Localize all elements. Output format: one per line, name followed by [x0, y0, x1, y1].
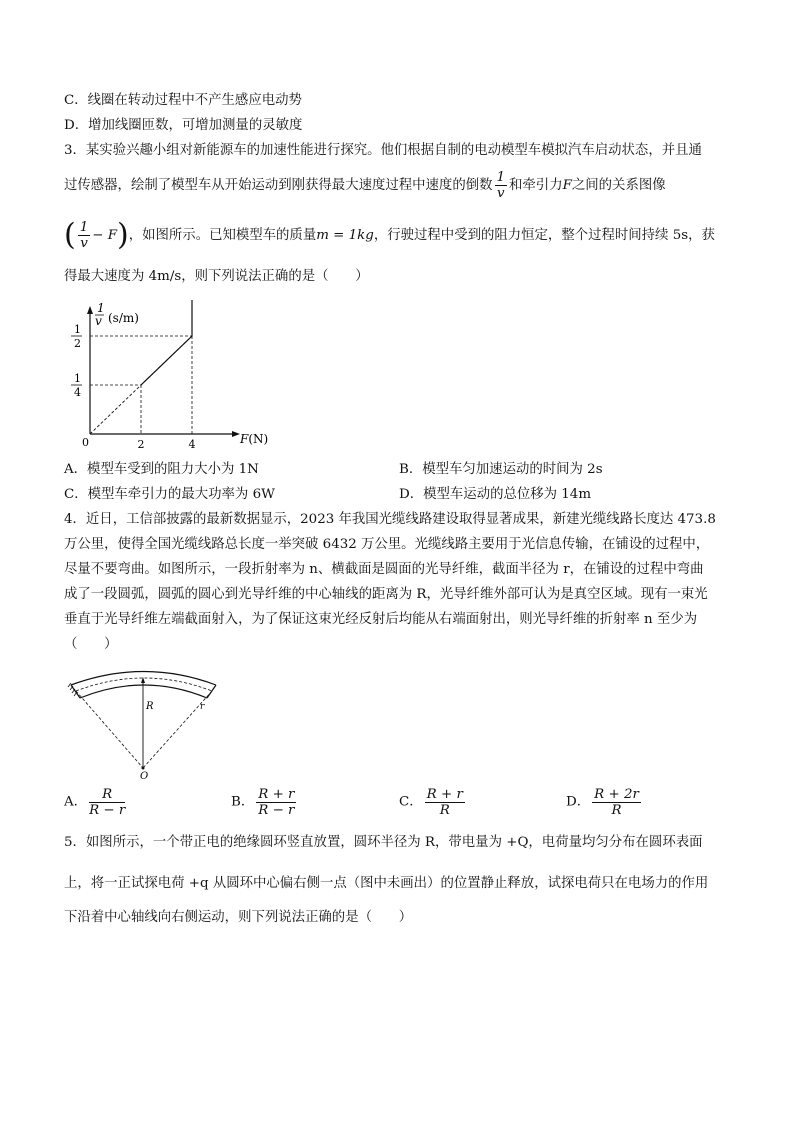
q3-stem-text: 之间的关系图像 [571, 178, 666, 193]
q4-option-d: D． $\frac{R + 2r}{R}$ [566, 787, 639, 818]
data-point [140, 384, 141, 385]
q4-stem-line-2: 万公里，使得全国光缆线路总长度一举突破 6432 万公里。光缆线路主要用于光信息传输，在铺设的过程中， [64, 537, 710, 552]
answer-fraction: $\frac{R + 2r}{R}$ [594, 787, 639, 818]
y-label-num: 1 [97, 301, 105, 315]
q5-stem-line-2: 上，将一正试探电荷 +q 从圆环中心偏右侧一点（图中未画出）的位置静止释放，试探电荷只在电场力的作用 [64, 876, 709, 891]
force-symbol: F [562, 178, 572, 193]
left-radius-line [76, 691, 143, 768]
q3-option-a: A．模型车受到的阻力大小为 1N [64, 462, 259, 477]
svg-text:1: 1 [74, 372, 81, 385]
fiber-inner-wall [80, 685, 207, 698]
q3-stem-line-2 [64, 170, 666, 201]
inverse-v-fraction: $\frac{1}{v}$ [496, 170, 506, 201]
q3-stem-text: 过传感器，绘制了模型车从开始运动到刚获得最大速度过程中速度的倒数 [64, 178, 493, 193]
optical-fiber-diagram [66, 660, 226, 780]
formula-tail: − F [92, 228, 118, 243]
q4-option-b: B． $\frac{R + r}{R - r}$ [231, 787, 295, 818]
label-r: r [200, 702, 205, 712]
svg-text:4: 4 [74, 386, 81, 399]
answer-fraction: $\frac{R + r}{R - r}$ [258, 787, 295, 818]
q4-stem-line-4: 成了一段圆弧，圆弧的圆心到光导纤维的中心轴线的距离为 R，光导纤维外部可认为是真空区域。现有一束光 [64, 587, 708, 602]
label-R: R [146, 701, 154, 712]
origin-label: 0 [82, 436, 89, 449]
q5-stem-line-3: 下沿着中心轴线向右侧运动，则下列说法正确的是（ ） [64, 910, 413, 925]
y-tick-label [71, 372, 82, 399]
q3-stem-line-4: 得最大速度为 4m/s，则下列说法正确的是（ ） [64, 269, 369, 284]
q4-stem-line-5: 垂直于光导纤维左端截面射入，为了保证这束光经反射后均能从右端面射出，则光导纤维的折射率 n 至少为 [64, 612, 698, 627]
q3-option-c: C．模型车牵引力的最大功率为 6W [64, 487, 275, 502]
x-axis-arrow [232, 431, 240, 437]
q2-option-c: C．线圈在转动过程中不产生感应电动势 [64, 93, 302, 108]
y-label-den: v [95, 314, 102, 328]
series-line [141, 300, 192, 385]
y-tick-label [71, 323, 82, 350]
answer-fraction: $\frac{R + r}{R}$ [426, 787, 463, 818]
y-axis-arrow [87, 306, 93, 314]
svg-text:2: 2 [74, 337, 81, 350]
q3-option-d: D．模型车运动的总位移为 14m [399, 487, 592, 502]
y-label-unit: (s/m) [108, 311, 139, 325]
center-point [142, 767, 145, 770]
q3-stem-text: ，如图所示。已知模型车的质量 [128, 228, 317, 243]
q3-chart [66, 300, 286, 452]
q3-stem-text: ，行驶过程中受到的阻力恒定，整个过程时间持续 5s，获 [373, 228, 715, 243]
q5-stem-line-1: 5．如图所示，一个带正电的绝缘圆环竖直放置，圆环半径为 R，带电量为 +Q，电荷量均匀分布在圆环表面 [64, 835, 703, 850]
q3-stem-text: 和牵引力 [509, 178, 563, 193]
mass-value: m = 1kg [316, 228, 374, 243]
inverse-v-fraction: $\frac{1}{v}$ [79, 220, 89, 251]
q3-stem-line-3: ( $\frac{1}{v}$ − F)，如图所示。已知模型车的质量m = 1kg，行驶过程中受到的阻力恒定，整个过程时间持续 5s，获 [64, 217, 715, 253]
q3-stem-line-1: 3．某实验兴趣小组对新能源车的加速性能进行探究。他们根据自制的电动模型车模拟汽车启动状态，并且通 [64, 143, 702, 158]
q4-option-a: A． $\frac{R}{R - r}$ [64, 787, 126, 818]
q4-option-c: C． $\frac{R + r}{R}$ [399, 787, 463, 818]
q4-stem-line-3: 尽量不要弯曲。如图所示，一段折射率为 n、横截面是圆面的光导纤维，截面半径为 r，在铺设的过程中弯曲 [64, 562, 704, 577]
data-point [191, 335, 192, 336]
svg-text:1: 1 [74, 323, 81, 336]
q4-stem-line-1: 4．近日，工信部披露的最新数据显示，2023 年我国光缆线路建设取得显著成果，新建光缆线路长度达 473.8 [64, 512, 716, 527]
x-tick-label: 2 [137, 438, 145, 451]
q4-stem-line-6: （ ） [64, 637, 118, 652]
q3-option-b: B．模型车匀加速运动的时间为 2s [399, 462, 603, 477]
x-tick-label: 4 [188, 438, 196, 451]
label-O: O [140, 771, 149, 780]
q2-option-d: D．增加线圈匝数，可增加测量的灵敏度 [64, 118, 303, 133]
x-label: F(N) [240, 432, 269, 446]
answer-fraction: $\frac{R}{R - r}$ [89, 787, 126, 818]
